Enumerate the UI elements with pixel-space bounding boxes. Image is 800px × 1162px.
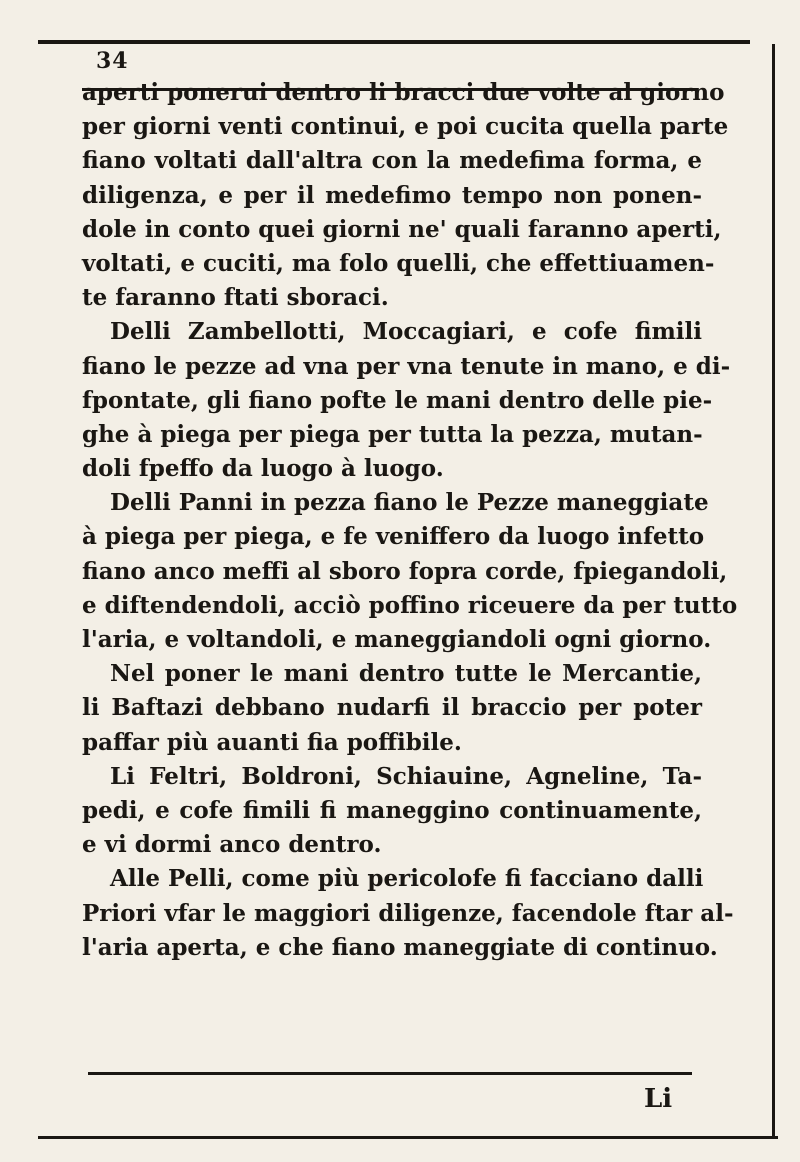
text-line: aperti ponerui dentro li bracci due volte al giorno: [82, 79, 725, 106]
text-line: Nel poner le mani dentro tutte le Mercantie,: [110, 660, 702, 688]
footer-rule: [88, 1072, 692, 1075]
text-line: fiano le pezze ad vna per vna tenute in mano, e di-: [82, 352, 731, 380]
text-line: fpontate, gli fiano pofte le mani dentro delle pie-: [82, 386, 713, 414]
text-line: te faranno ftati sboraci.: [82, 284, 389, 312]
text-line: fiano anco meffi al sboro fopra corde, fpiegandoli,: [82, 557, 728, 585]
top-border-rule: [38, 40, 750, 44]
catchword: Li: [644, 1084, 673, 1114]
text-line: Priori vfar le maggiori diligenze, facendole ftar al-: [82, 899, 734, 927]
text-line: fiano voltati dall'altra con la medefima forma, e: [82, 147, 702, 175]
text-line: ghe à piega per piega per tutta la pezza, mutan-: [82, 420, 703, 448]
text-line: voltati, e cuciti, ma folo quelli, che effettiuamen-: [82, 249, 715, 277]
text-line: pedi, e cofe fimili fi maneggino continuamente,: [82, 796, 702, 824]
body-text: [82, 76, 738, 965]
text-line: à piega per piega, e fe veniffero da luogo infetto: [82, 523, 705, 551]
text-line: per giorni venti continui, e poi cucita quella parte: [82, 113, 729, 141]
right-border-rule: [772, 44, 775, 1136]
text-line: diligenza, e per il medefimo tempo non ponen-: [82, 181, 702, 209]
page-number: 34: [96, 48, 129, 74]
text-line: l'aria aperta, e che fiano maneggiate di continuo.: [82, 933, 718, 961]
text-line: paffar più auanti fia poffibile.: [82, 728, 462, 756]
text-line: e diftendendoli, acciò poffino riceuere da per tutto: [82, 591, 738, 619]
text-line: Delli Zambellotti, Moccagiari, e cofe fimili: [110, 318, 702, 346]
text-line: Li Feltri, Boldroni, Schiauine, Agneline, Ta-: [110, 762, 702, 790]
text-line: l'aria, e voltandoli, e maneggiandoli ogni giorno.: [82, 626, 712, 653]
text-line: doli fpeffo da luogo à luogo.: [82, 455, 444, 483]
text-line: li Baftazi debbano nudarfi il braccio per poter: [82, 694, 702, 722]
text-line: dole in conto quei giorni ne' quali faranno aperti,: [82, 215, 722, 243]
text-line: e vi dormi anco dentro.: [82, 831, 382, 859]
text-line: Delli Panni in pezza fiano le Pezze maneggiate: [110, 489, 709, 517]
text-line: Alle Pelli, come più pericolofe fi facciano dalli: [110, 865, 704, 893]
bottom-border-rule: [38, 1136, 778, 1139]
